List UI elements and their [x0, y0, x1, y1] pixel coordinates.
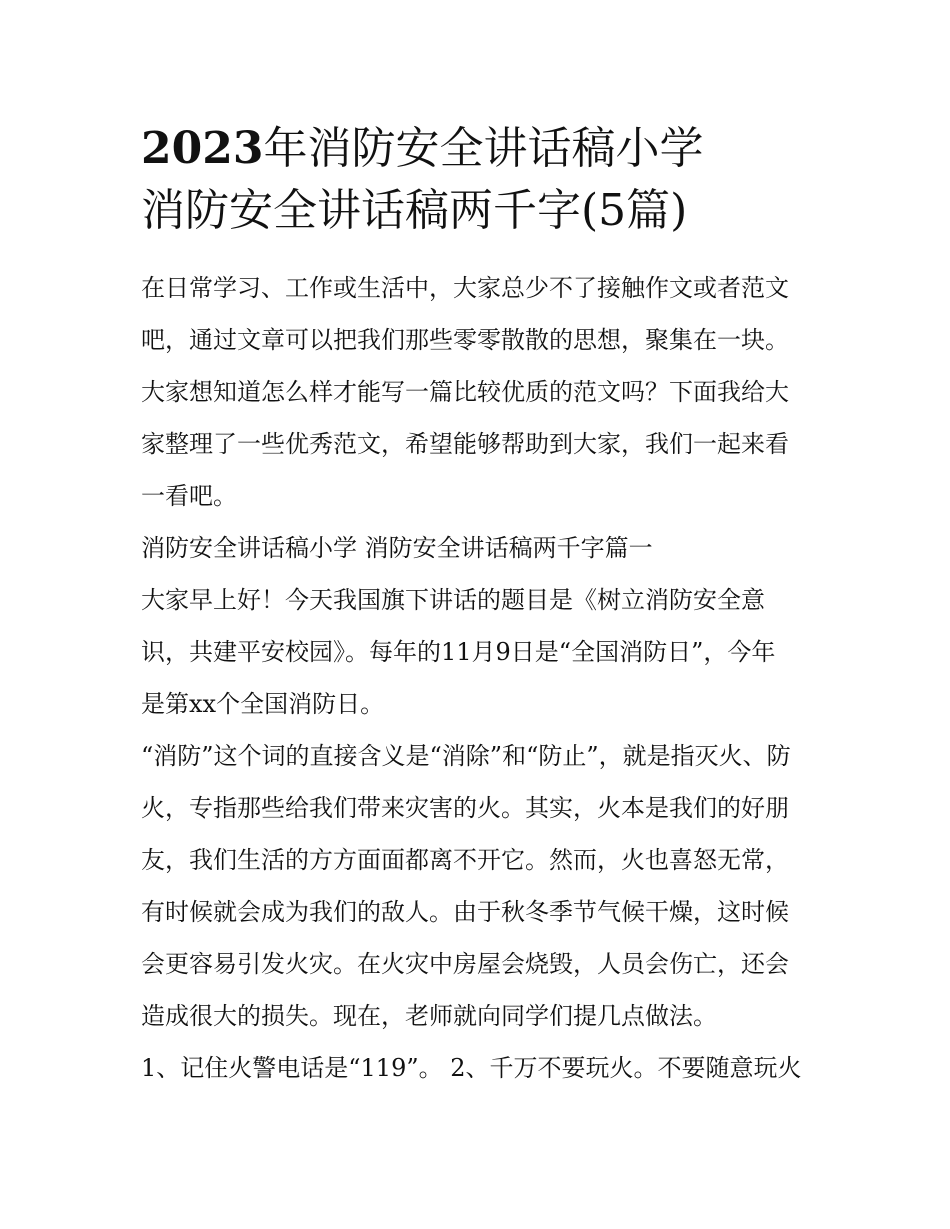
- title-line-2: [141, 180, 813, 242]
- body-line: 会更容易引发火灾。在火灾中房屋会烧毁，人员会伤亡，还会: [141, 950, 789, 978]
- body-line: 大家想知道怎么样才能写一篇比较优质的范文吗？下面我给大: [141, 378, 789, 406]
- document-content: [141, 118, 813, 1094]
- title-text-2: 消防安全讲话稿两千字(5篇): [141, 185, 688, 236]
- title-text-1: 年消防安全讲话稿小学: [263, 123, 704, 174]
- body-line: 1、记住火警电话是“119”。 2、千万不要玩火。不要随意玩火: [141, 1054, 802, 1082]
- body-line: 家整理了一些优秀范文，希望能够帮助到大家，我们一起来看: [141, 430, 789, 458]
- document-title: [141, 118, 813, 242]
- title-year: 2023: [141, 123, 264, 174]
- section-heading: 消防安全讲话稿小学 消防安全讲话稿两千字篇一: [141, 534, 653, 562]
- body-line: 是第xx个全国消防日。: [141, 690, 385, 718]
- title-line-1: [141, 118, 813, 180]
- body-line: 一看吧。: [141, 482, 237, 510]
- body-line: 在日常学习、工作或生活中，大家总少不了接触作文或者范文: [141, 274, 789, 302]
- body-line: 有时候就会成为我们的敌人。由于秋冬季节气候干燥，这时候: [141, 898, 789, 926]
- body-line: “消防”这个词的直接含义是“消除”和“防止”，就是指灭火、防: [141, 742, 791, 770]
- body-line: 火，专指那些给我们带来灾害的火。其实，火本是我们的好朋: [141, 794, 789, 822]
- body-line: 大家早上好！今天我国旗下讲话的题目是《树立消防安全意: [141, 586, 765, 614]
- body-line: 吧，通过文章可以把我们那些零零散散的思想，聚集在一块。: [141, 326, 789, 354]
- document-body: [141, 262, 813, 1094]
- body-line: 友，我们生活的方方面面都离不开它。然而，火也喜怒无常，: [141, 846, 789, 874]
- body-line: 识，共建平安校园》。每年的11月9日是“全国消防日”，今年: [141, 638, 776, 666]
- body-line: 造成很大的损失。现在，老师就向同学们提几点做法。: [141, 1002, 717, 1030]
